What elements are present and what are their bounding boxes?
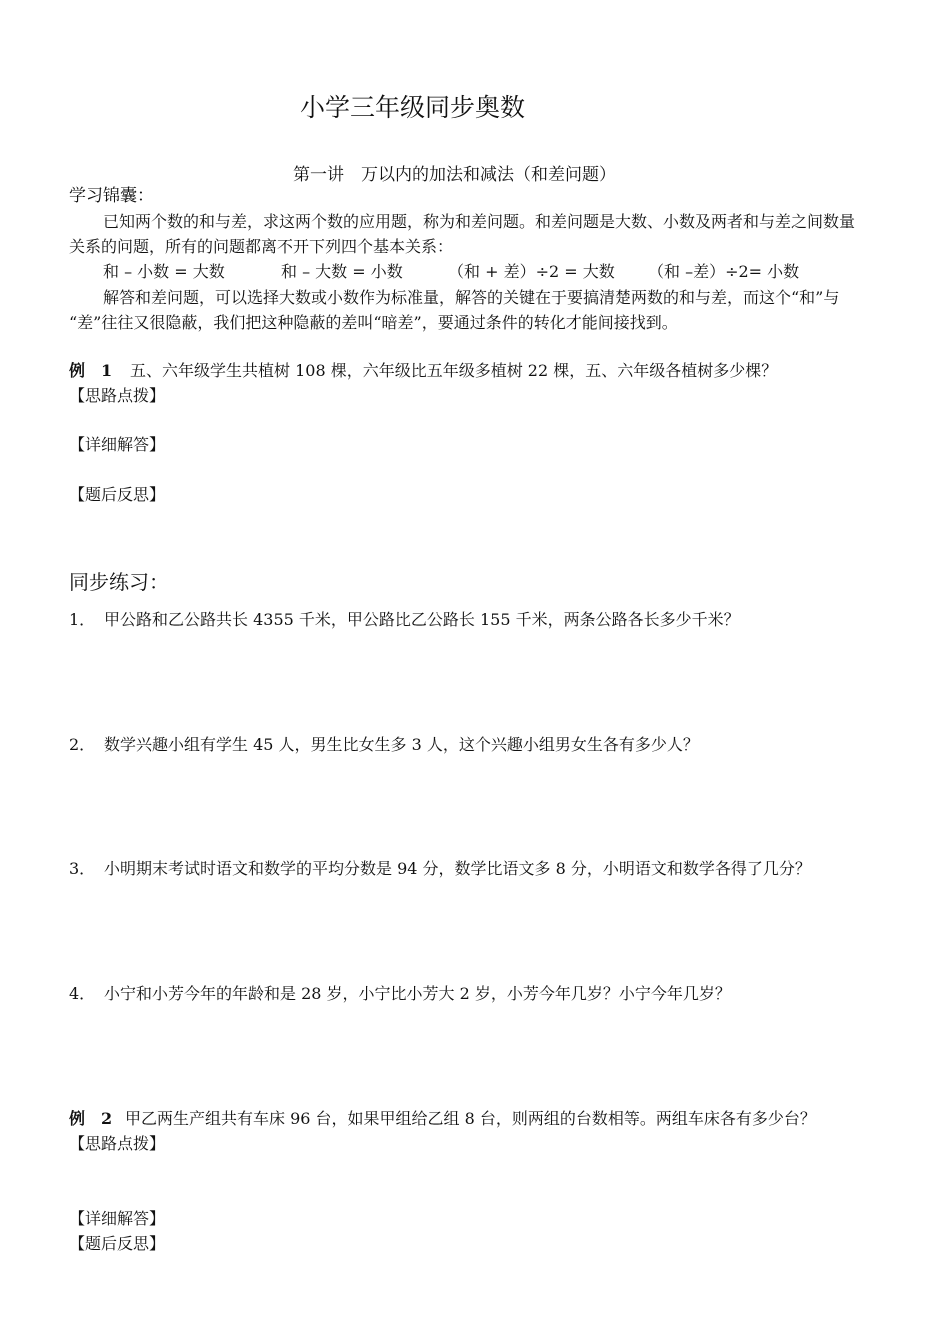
tips-para2-line2: “差”往往又很隐蔽，我们把这种隐蔽的差叫“暗差”，要通过条件的转化才能间接找到。: [69, 313, 678, 332]
tips-para2-line1: 解答和差问题，可以选择大数或小数作为标准量，解答的关键在于要搞清楚两数的和与差，而这个“和”与: [103, 288, 840, 307]
example1-hint: 【思路点拨】: [69, 386, 166, 405]
practice-item-num: 2．: [69, 735, 96, 754]
example1-answer: 【详细解答】: [69, 435, 166, 454]
practice-heading: 同步练习：: [69, 570, 169, 594]
example2-reflect: 【题后反思】: [69, 1234, 166, 1253]
tips-para1-line1: 已知两个数的和与差，求这两个数的应用题，称为和差问题。和差问题是大数、小数及两者和与差之间数量: [103, 212, 856, 231]
example1-reflect: 【题后反思】: [69, 485, 166, 504]
practice-item-num: 3．: [69, 859, 96, 878]
example2-answer: 【详细解答】: [69, 1209, 166, 1228]
page-title: 小学三年级同步奥数: [300, 93, 526, 122]
tips-para1-line2: 关系的问题，所有的问题都离不开下列四个基本关系：: [69, 237, 454, 256]
practice-item-text: 小宁和小芳今年的年龄和是 28 岁，小宁比小芳大 2 岁，小芳今年几岁？小宁今年几岁？: [104, 984, 731, 1003]
practice-item-text: 数学兴趣小组有学生 45 人，男生比女生多 3 人，这个兴趣小组男女生各有多少人？: [104, 735, 699, 754]
tips-heading: 学习锦囊：: [69, 186, 154, 206]
example2-hint: 【思路点拨】: [69, 1134, 166, 1153]
example1-label: 例 1: [69, 361, 113, 380]
practice-item-num: 4．: [69, 984, 96, 1003]
lecture-title: 第一讲 万以内的加法和减法（和差问题）: [293, 165, 616, 185]
relation-3: （和 + 差）÷2 = 大数: [448, 262, 615, 281]
example1-question: 五、六年级学生共植树 108 棵，六年级比五年级多植树 22 棵，五、六年级各植树多少棵？: [130, 361, 778, 380]
practice-item-text: 甲公路和乙公路共长 4355 千米，甲公路比乙公路长 155 千米，两条公路各长多少千米？: [104, 610, 740, 629]
example2-label: 例 2: [69, 1109, 113, 1128]
relation-1: 和 – 小数 = 大数: [103, 262, 225, 281]
practice-item-text: 小明期末考试时语文和数学的平均分数是 94 分，数学比语文多 8 分，小明语文和数学各得了几分？: [104, 859, 811, 878]
practice-item-num: 1．: [69, 610, 96, 629]
relation-4: （和 –差）÷2= 小数: [648, 262, 800, 281]
relation-2: 和 – 大数 = 小数: [281, 262, 403, 281]
example2-question: 甲乙两生产组共有车床 96 台，如果甲组给乙组 8 台，则两组的台数相等。两组车床各有多少台？: [125, 1109, 816, 1128]
